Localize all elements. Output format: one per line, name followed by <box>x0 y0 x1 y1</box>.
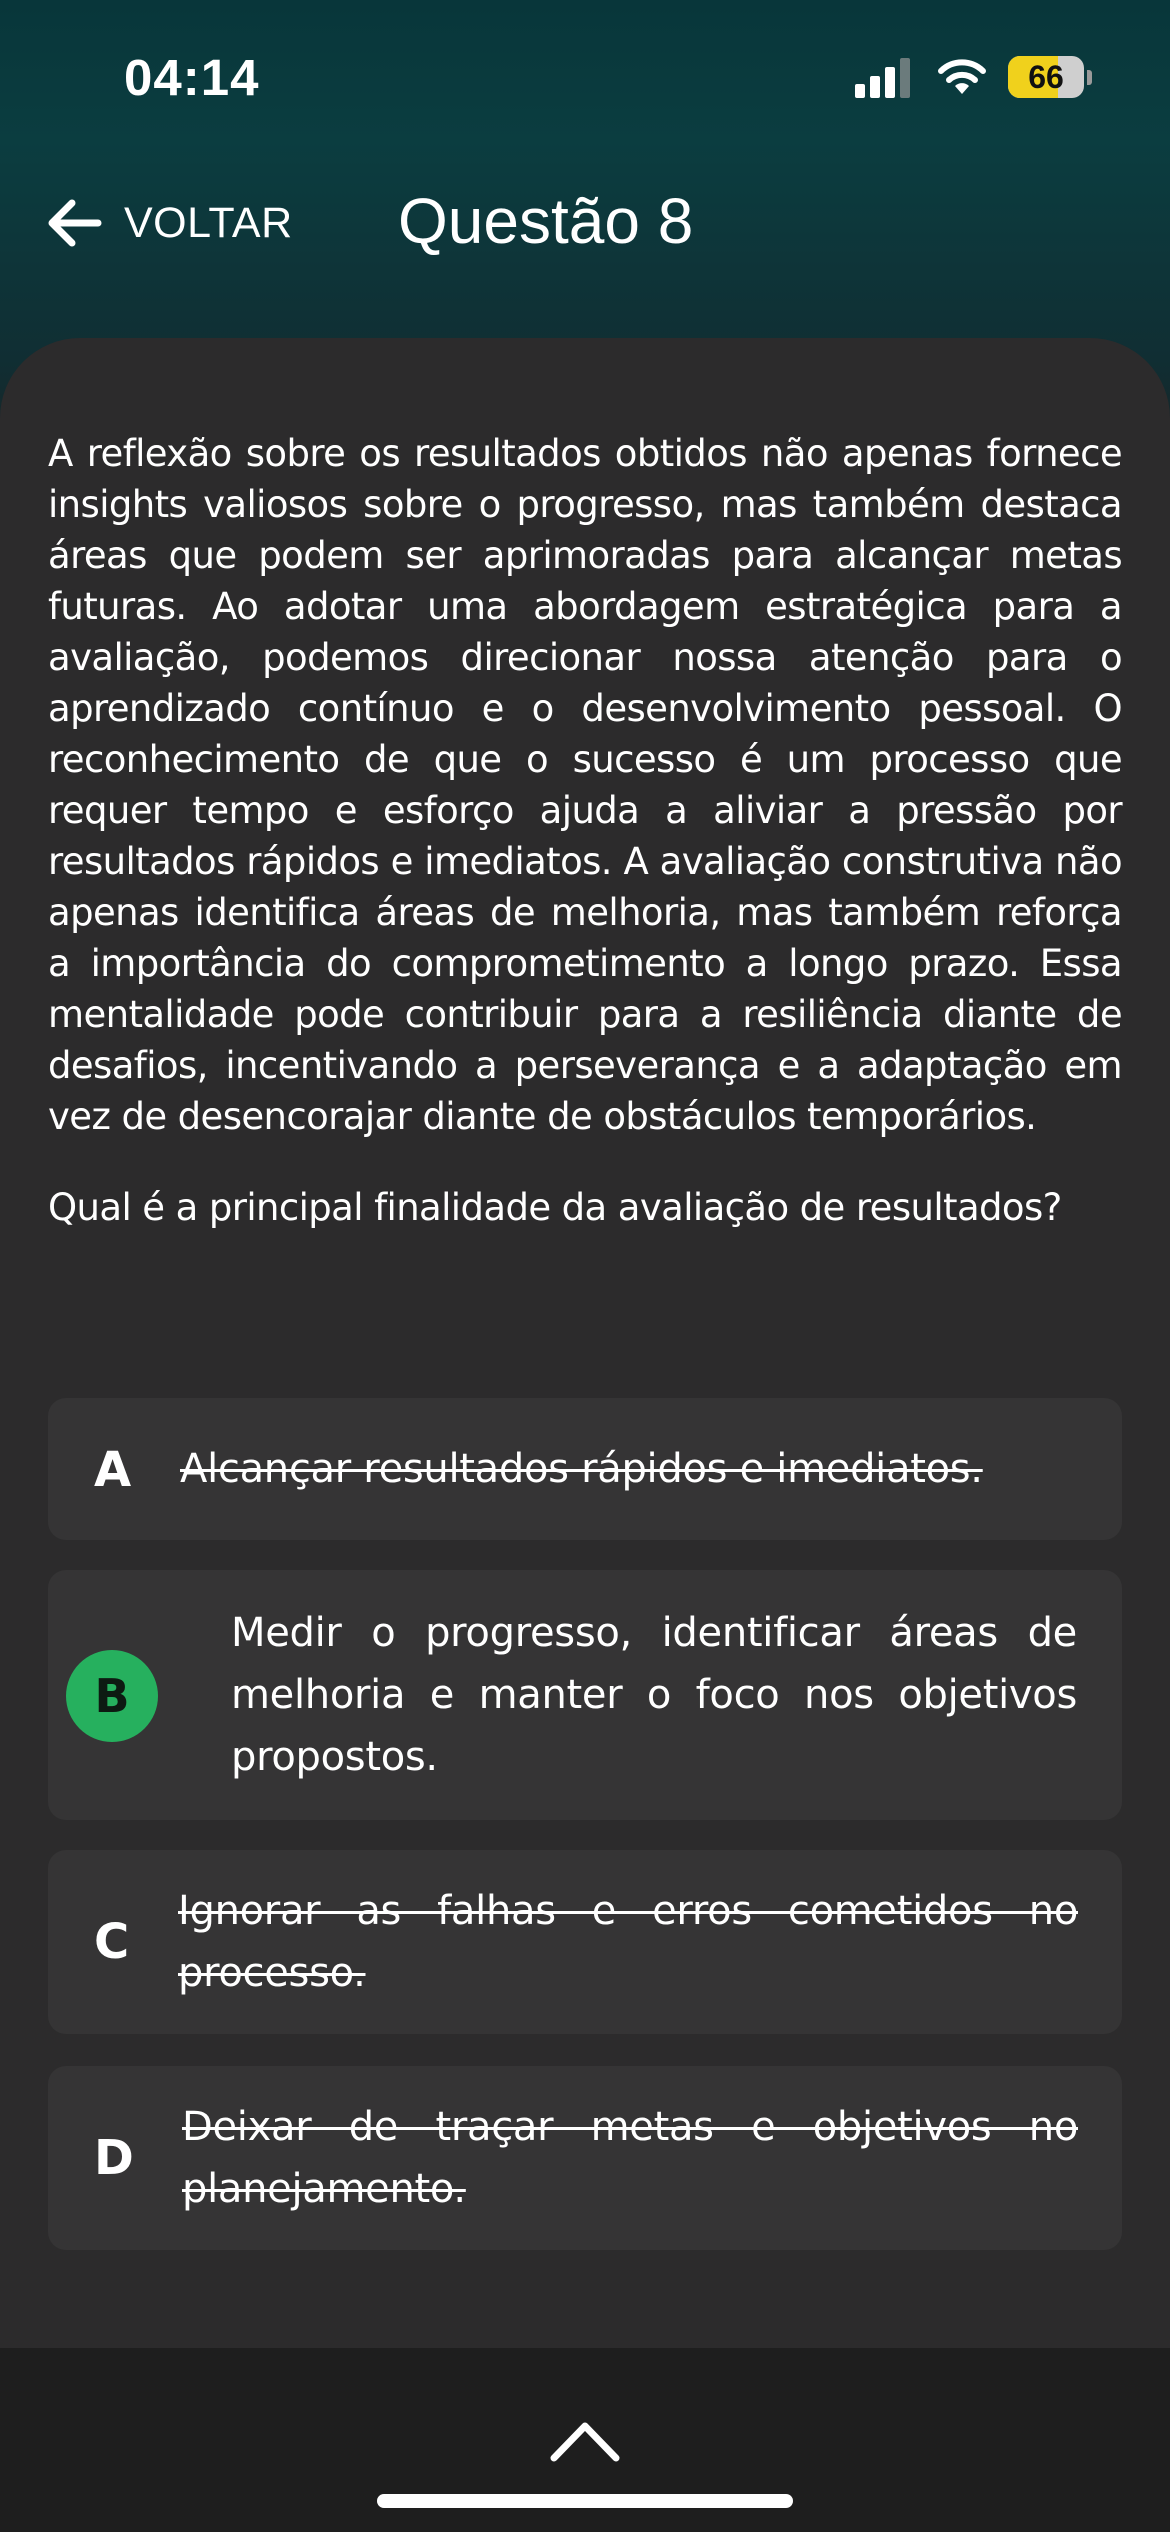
option-text: Medir o progresso, identificar áreas de melhoria e manter o foco nos objetivos propostos. <box>231 1610 1077 1780</box>
wifi-icon <box>937 56 987 96</box>
battery-indicator <box>1008 56 1084 98</box>
option-letter: C <box>94 1914 130 1970</box>
question-passage: A reflexão sobre os resultados obtidos não apenas fornece insights valiosos sobre o progresso, mas também destaca áreas que podem ser aprimoradas para alcançar metas futuras. Ao adotar uma abordagem estratégica para a avaliação, podemos direcionar nossa atenção para o aprendizado contínuo e o desenvolvimento pessoal. O reconhecimento de que o sucesso é um processo que requer tempo e esforço ajuda a aliviar a pressão por resultados rápidos e imediatos. A avaliação construtiva não apenas identifica áreas de melhoria, mas também reforça a importância do comprometimento a longo prazo. Essa mentalidade pode contribuir para a resiliência diante de desafios, incentivando a perseverança e a adaptação em vez de desencorajar diante de obstáculos temporários. <box>48 432 1122 1138</box>
chevron-up-icon[interactable] <box>548 2418 622 2464</box>
back-button[interactable] <box>44 188 293 258</box>
option-c[interactable] <box>48 1850 1122 2034</box>
home-indicator[interactable] <box>377 2494 793 2508</box>
option-letter: D <box>94 2130 134 2186</box>
battery-tip <box>1087 70 1092 85</box>
bottom-bar <box>0 2348 1170 2532</box>
question-prompt: Qual é a principal finalidade da avaliação de resultados? <box>48 1186 1062 1229</box>
back-label: VOLTAR <box>124 198 293 247</box>
status-bar <box>0 0 1170 150</box>
selected-letter-badge: B <box>66 1650 158 1742</box>
page-title: Questão 8 <box>398 185 694 257</box>
option-d[interactable] <box>48 2066 1122 2250</box>
option-letter: A <box>94 1442 132 1498</box>
signal-bars-icon <box>855 58 913 98</box>
arrow-left-icon <box>44 193 104 253</box>
option-b[interactable] <box>48 1570 1122 1820</box>
option-text: Alcançar resultados rápidos e imediatos. <box>180 1446 983 1492</box>
question-panel <box>0 338 1170 2348</box>
option-text: Ignorar as falhas e erros cometidos no processo. <box>178 1888 1078 1996</box>
option-a[interactable] <box>48 1398 1122 1540</box>
status-time: 04:14 <box>124 49 260 106</box>
option-text: Deixar de traçar metas e objetivos no planejamento. <box>182 2104 1078 2212</box>
battery-level: 66 <box>1028 58 1064 95</box>
